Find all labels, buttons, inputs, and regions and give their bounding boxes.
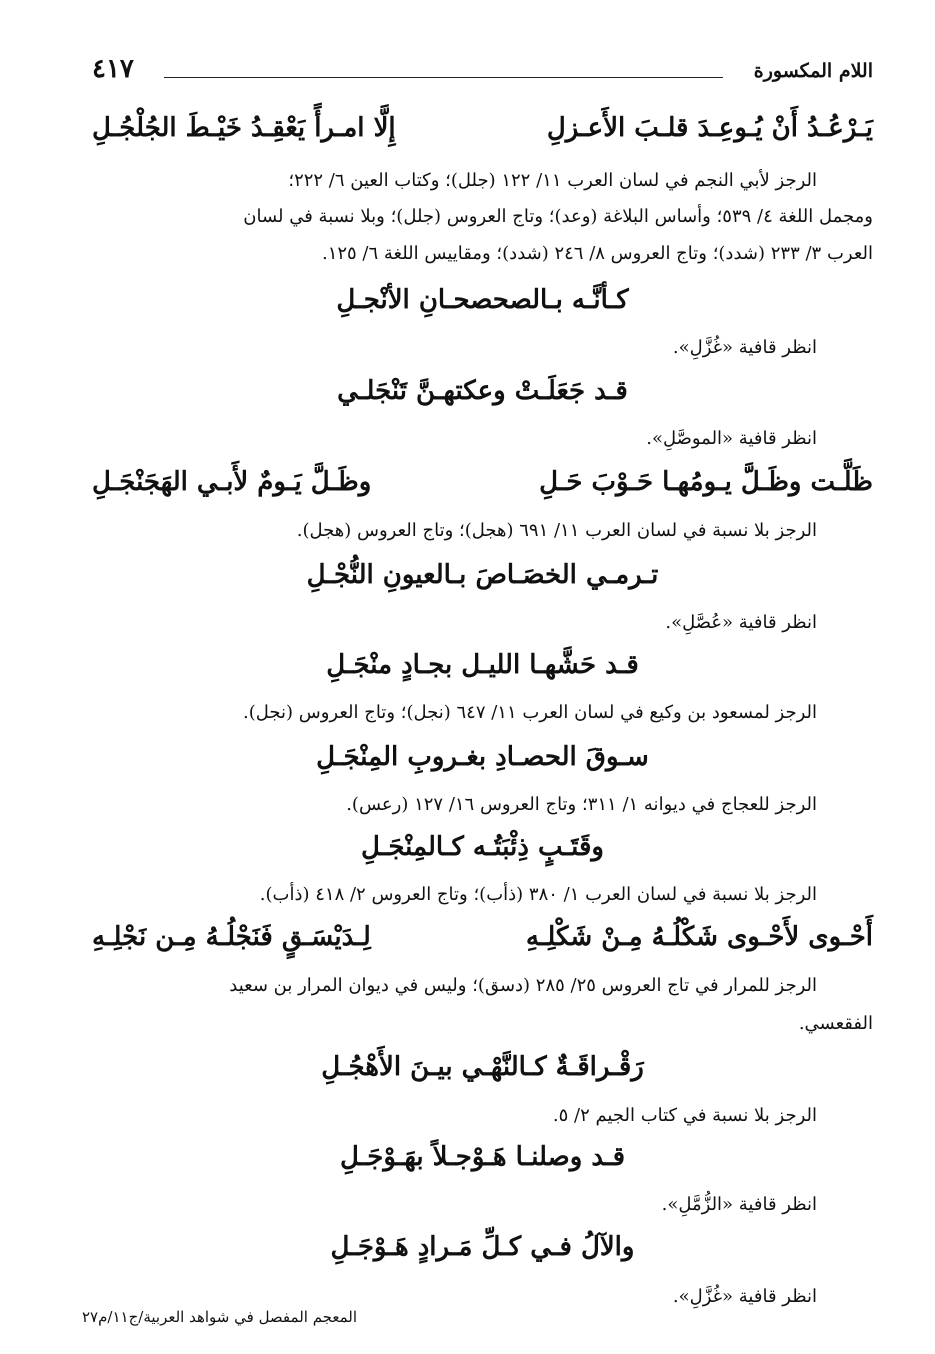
note-line: الرجز بلا نسبة في لسان العرب ١/ ٣٨٠ (ذأب)؛ وتاج العروس ٢/ ٤١٨ (ذأب). (259, 884, 817, 905)
note-line: الرجز للعجاج في ديوانه ١/ ٣١١؛ وتاج العروس ١٦/ ١٢٧ (رعس). (346, 794, 817, 815)
verse-first-hemistich: أَحْـوى لأَحْـوى شَكْلُـهُ مِـنْ شَكْلِـهِ (525, 922, 873, 952)
verse-line: وقَتَـبٍ ذِئْبَتُـه كـالمِنْجَـلِ (361, 832, 604, 862)
verse-line: رَقْـراقَـةٌ كـالنَّهْـي بيـنَ الأَهْجُـلِ (321, 1052, 644, 1082)
verse-line: كـأنَّـه بـالصحصحـانِ الأنْجـلِ (336, 285, 629, 315)
header-rule (164, 77, 723, 78)
page-footer: المعجم المفصل في شواهد العربية/ج١١/م٢٧ (82, 1308, 358, 1326)
note-line: الرجز بلا نسبة في كتاب الجيم ٢/ ٥. (552, 1105, 817, 1126)
page-number: ٤١٧ (92, 54, 134, 84)
verse-line: تـرمـي الخصَـاصَ بـالعيونِ النُّجْـلِ (306, 560, 659, 590)
verse-second-hemistich: وظَـلَّ يَـومٌ لأَبـي الهَجَنْجَـلِ (92, 467, 372, 497)
note-line: انظر قافية «غُزَّلِ». (672, 1286, 817, 1307)
note-line: العرب ٣/ ٢٣٣ (شدد)؛ وتاج العروس ٨/ ٢٤٦ (شدد)؛ ومقاييس اللغة ٦/ ١٢٥. (321, 243, 873, 264)
verse-second-hemistich: لِـدَيْسَـقٍ فَنَجْلُـهُ مِـن نَجْلِـهِ (92, 922, 371, 952)
verse-second-hemistich: إِلَّا امـرأً يَعْقِـدُ خَيْـطَ الجُلْجُـلِ (92, 113, 396, 143)
note-line: الرجز بلا نسبة في لسان العرب ١١/ ٦٩١ (هجل)؛ وتاج العروس (هجل). (296, 520, 817, 541)
note-line: ومجمل اللغة ٤/ ٥٣٩؛ وأساس البلاغة (وعد)؛ وتاج العروس (جلل)؛ وبلا نسبة في لسان (243, 206, 873, 227)
note-line: الرجز للمرار في تاج العروس ٢٥/ ٢٨٥ (دسق)؛ وليس في ديوان المرار بن سعيد (229, 975, 817, 996)
note-line: الرجز لمسعود بن وكيع في لسان العرب ١١/ ٦٤٧ (نجل)؛ وتاج العروس (نجل). (242, 702, 817, 723)
verse-line: قـد وصلنـا هَـوْجـلاً بهَـوْجَـلِ (339, 1142, 626, 1172)
note-line: انظر قافية «الموصَّلِ». (646, 428, 817, 449)
note-line: انظر قافية «غُزَّلِ». (672, 337, 817, 358)
verse-line: سـوقَ الحصـادِ بغـروبِ المِنْجَـلِ (316, 742, 649, 772)
verse-line: قـد حَشَّهـا الليـل بجـادٍ منْجَـلِ (326, 650, 639, 680)
verse-first-hemistich: ظَلَّـت وظَـلَّ يـومُهـا حَـوْبَ حَـلِ (539, 467, 873, 497)
verse-line: والآلُ فـي كـلِّ مَـرادٍ هَـوْجَـلِ (330, 1232, 635, 1262)
page-header (92, 54, 873, 92)
note-line: انظر قافية «الزُّمَّلِ». (661, 1194, 817, 1215)
verse-first-hemistich: يَـرْعُـدُ أَنْ يُـوعِـدَ قلـبَ الأَعـزلِ (546, 113, 873, 143)
note-line: الفقعسي. (798, 1013, 873, 1034)
verse-line: قـد جَعَلَـتْ وعكتهـنَّ تَنْجَلـي (337, 376, 628, 406)
note-line: انظر قافية «عُصَّلِ». (665, 612, 817, 633)
note-line: الرجز لأبي النجم في لسان العرب ١١/ ١٢٢ (جلل)؛ وكتاب العين ٦/ ٢٢٢؛ (288, 170, 817, 191)
chapter-title: اللام المكسورة (753, 60, 873, 82)
